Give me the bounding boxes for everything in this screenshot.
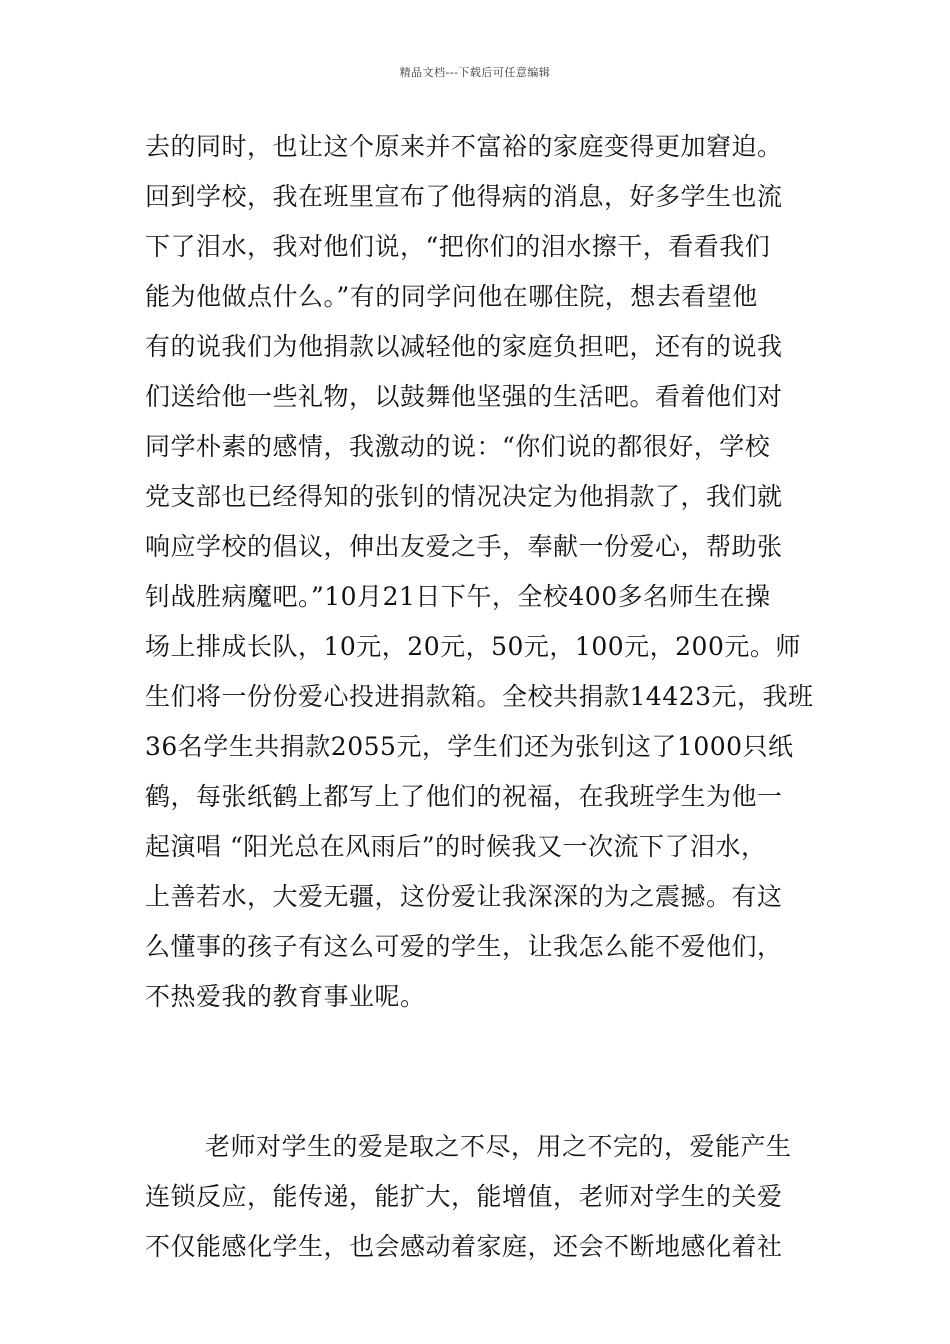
text-line: 们送给他一些礼物，以鼓舞他坚强的生活吧。看着他们对 <box>145 382 783 411</box>
paragraph-2 <box>145 1122 815 1272</box>
document-body <box>145 122 815 1272</box>
text-line: 同学朴素的感情，我激动的说：“你们说的都很好，学校 <box>145 432 771 461</box>
text-line: 不热爱我的教育事业呢。 <box>145 982 426 1011</box>
text-line: 钊战胜病魔吧。”10月21日下午，全校400多名师生在操 <box>145 582 771 611</box>
text-line: 老师对学生的爱是取之不尽，用之不完的，爱能产生 <box>205 1132 792 1161</box>
text-line: 不仅能感化学生，也会感动着家庭，还会不断地感化着社 <box>145 1232 783 1261</box>
text-line: 36名学生共捐款2055元，学生们还为张钊这了1000只纸 <box>145 732 794 761</box>
text-line: 能为他做点什么。”有的同学问他在哪住院，想去看望他 <box>145 282 758 311</box>
text-line: 起演唱 “阳光总在风雨后”的时候我又一次流下了泪水， <box>145 832 767 861</box>
text-line: 连锁反应，能传递，能扩大，能增值，老师对学生的关爱 <box>145 1182 783 1211</box>
text-line: 鹤，每张纸鹤上都写上了他们的祝福，在我班学生为他一 <box>145 782 783 811</box>
text-line: 么懂事的孩子有这么可爱的学生，让我怎么能不爱他们， <box>145 932 783 961</box>
text-line: 有的说我们为他捐款以减轻他的家庭负担吧，还有的说我 <box>145 332 783 361</box>
text-line: 上善若水，大爱无疆，这份爱让我深深的为之震撼。有这 <box>145 882 783 911</box>
text-line: 下了泪水，我对他们说，“把你们的泪水擦干，看看我们 <box>145 232 771 261</box>
text-line: 回到学校，我在班里宣布了他得病的消息，好多学生也流 <box>145 182 783 211</box>
page-header: 精品文档---下载后可任意编辑 <box>399 66 551 79</box>
paragraph-1 <box>145 122 815 1022</box>
text-line: 党支部也已经得知的张钊的情况决定为他捐款了，我们就 <box>145 482 783 511</box>
text-line: 生们将一份份爱心投进捐款箱。全校共捐款14423元，我班 <box>145 682 814 711</box>
text-line: 场上排成长队，10元，20元，50元，100元，200元。师 <box>145 632 801 661</box>
text-line: 去的同时，也让这个原来并不富裕的家庭变得更加窘迫。 <box>145 132 783 161</box>
paragraph-spacer <box>145 1022 815 1122</box>
text-line: 响应学校的倡议，伸出友爱之手，奉献一份爱心，帮助张 <box>145 532 783 561</box>
